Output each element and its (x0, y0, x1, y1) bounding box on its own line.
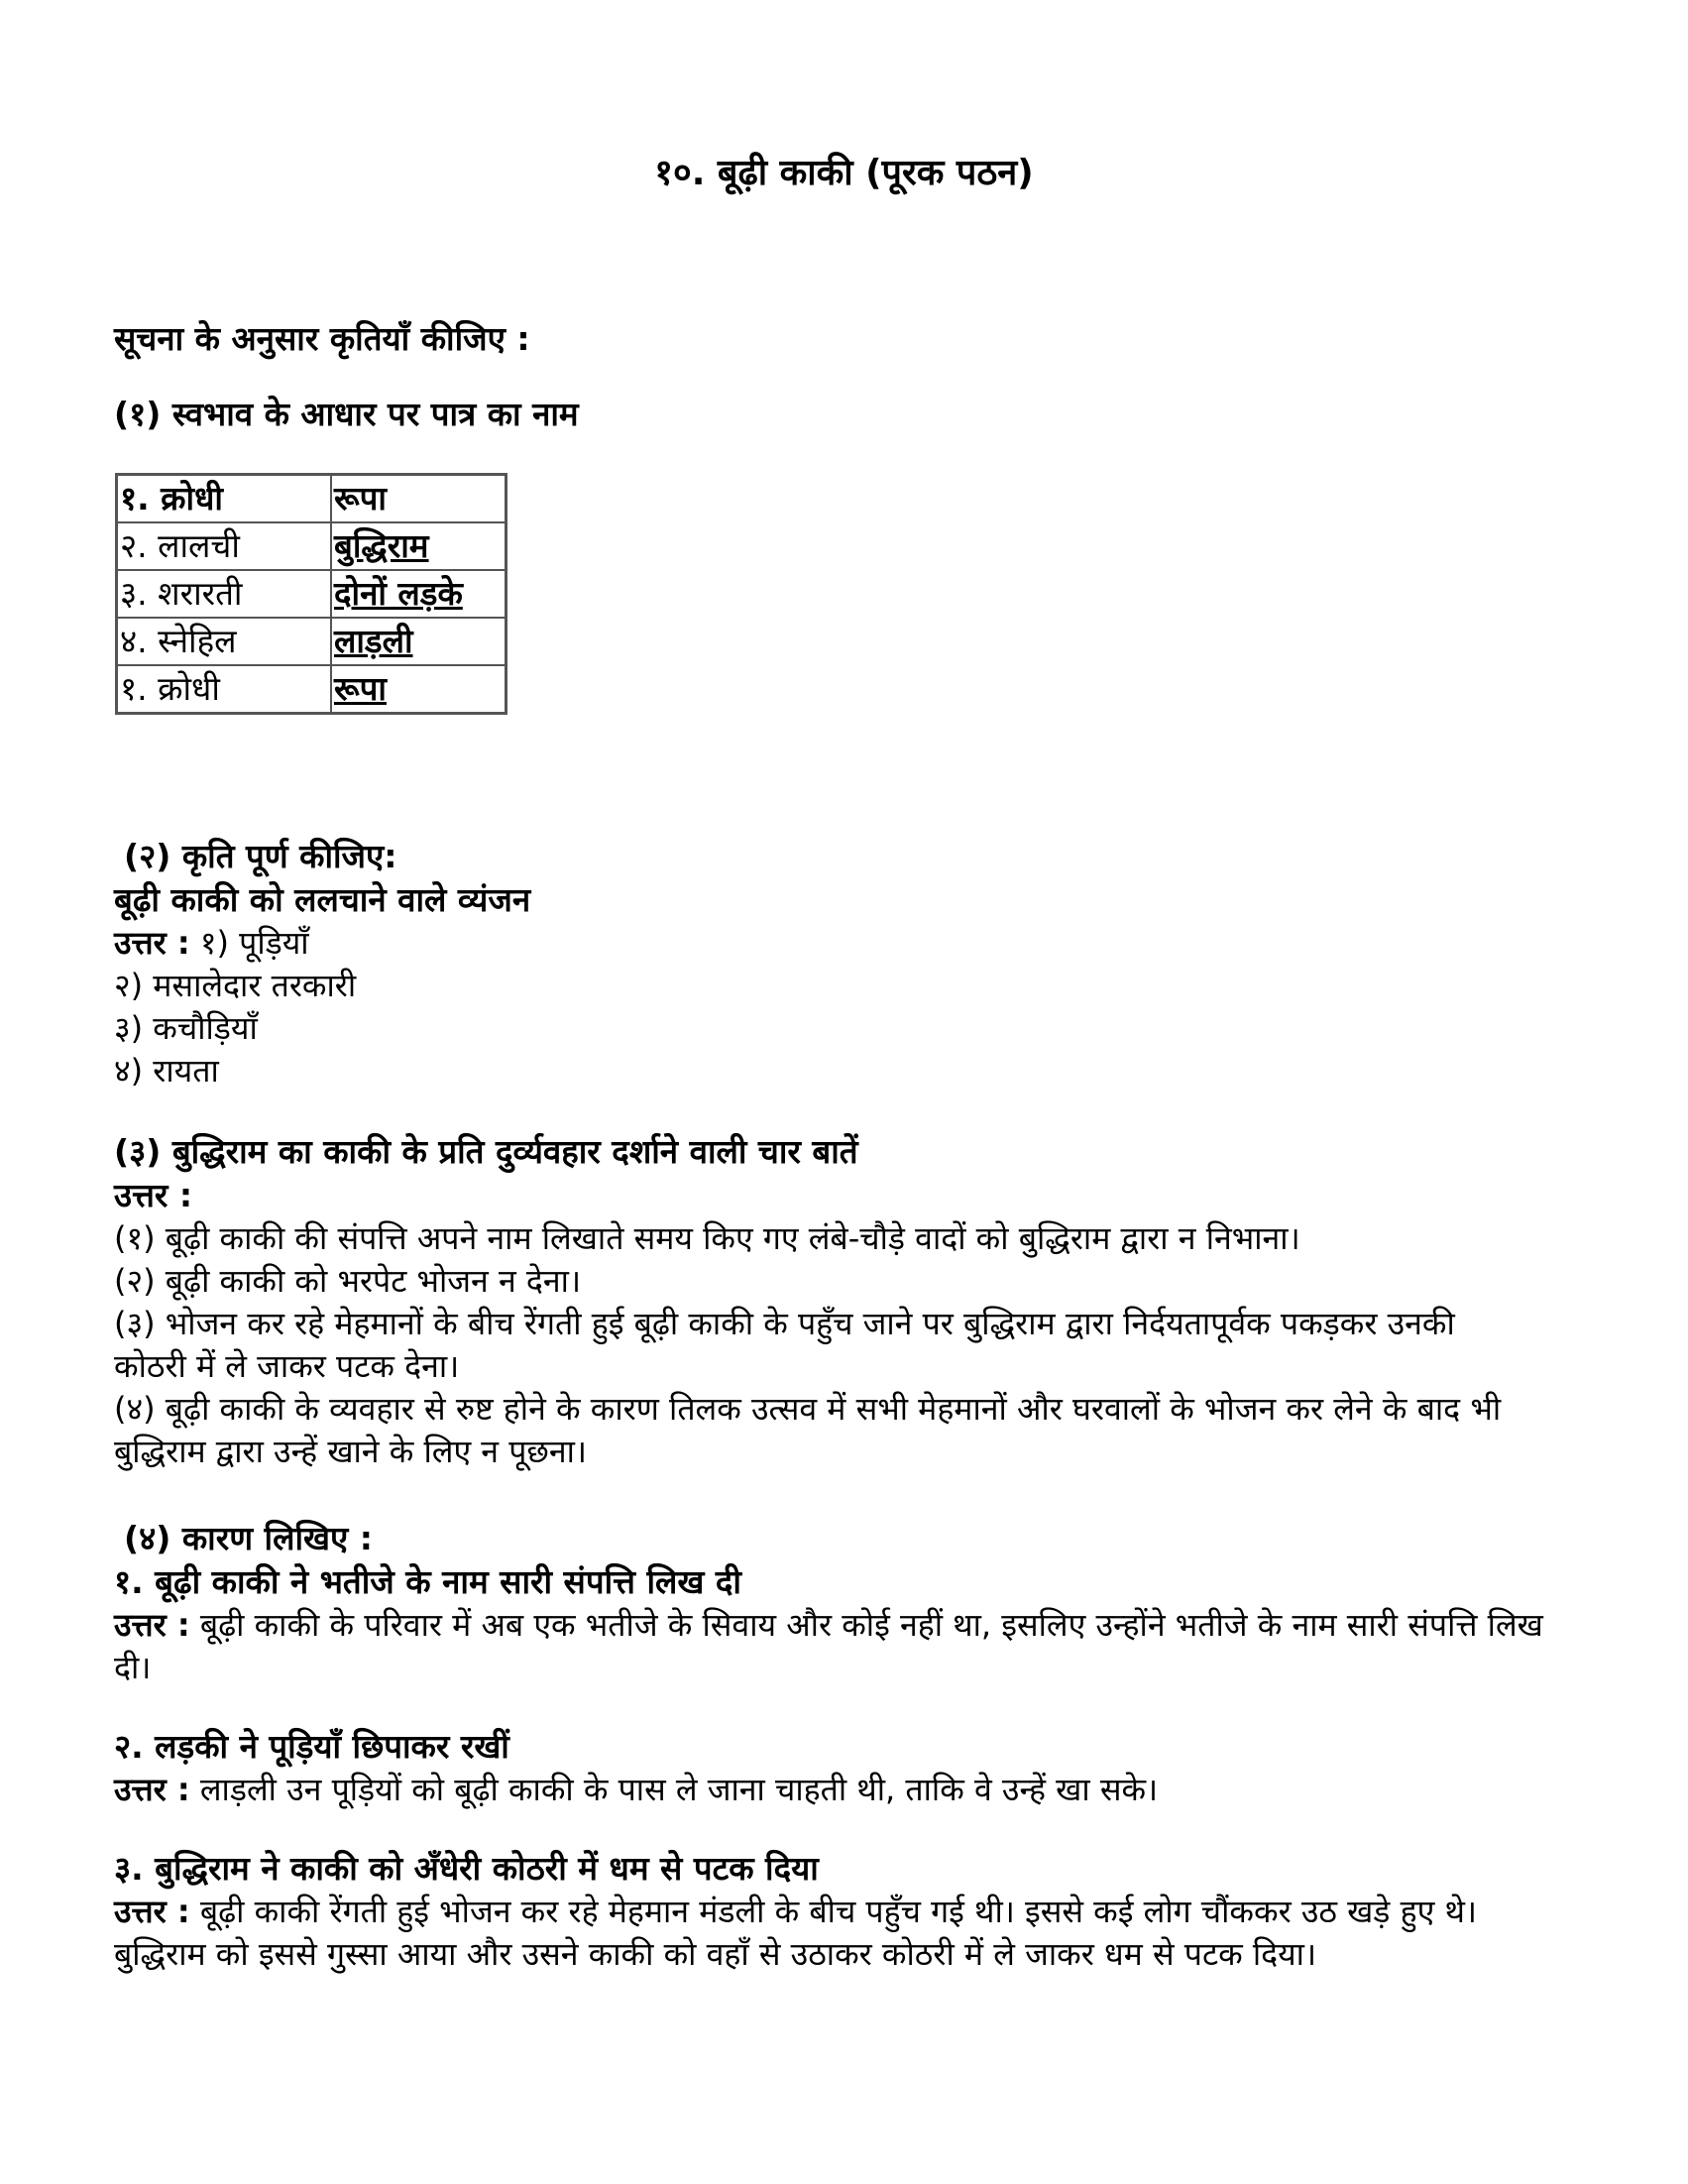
instruction-heading: सूचना के अनुसार कृतियाँ कीजिए : (114, 319, 530, 358)
reason-answer (114, 1769, 1581, 1811)
reason-question: १. बूढ़ी काकी ने भतीजे के नाम सारी संपत्ति लिख दी (114, 1562, 741, 1601)
reason-answer (114, 1604, 1561, 1689)
reason-question: ३. बुद्धिराम ने काकी को अँधेरी कोठरी में धम से पटक दिया (114, 1849, 819, 1888)
page-title: १०. बूढ़ी काकी (पूरक पठन) (654, 153, 1034, 193)
reason-question: २. लड़की ने पूड़ियाँ छिपाकर रखीं (114, 1727, 509, 1766)
list-item: ३) कचौड़ियाँ (114, 1009, 258, 1047)
trait-cell: १. क्रोधी (117, 475, 332, 523)
answer-label: उत्तर : (114, 1771, 190, 1808)
table-row (117, 475, 506, 523)
q4-heading: (४) कारण लिखिए : (124, 1519, 373, 1557)
trait-cell: ४. स्नेहिल (117, 618, 332, 665)
q2-block (114, 835, 1581, 1092)
answer-label: उत्तर : (114, 1176, 193, 1214)
list-item: ४) रायता (114, 1052, 219, 1090)
table-row (117, 570, 506, 618)
list-item: (२) बूढ़ी काकी को भरपेट भोजन न देना। (114, 1262, 582, 1300)
q1-heading: (१) स्वभाव के आधार पर पात्र का नाम (114, 395, 579, 433)
answer-text: लाड़ली उन पूड़ियों को बूढ़ी काकी के पास ले जाना चाहती थी, ताकि वे उन्हें खा सके। (199, 1771, 1159, 1808)
instruction-block (114, 317, 1581, 361)
name-cell: दोनों लड़के (331, 570, 506, 618)
name-cell: रूपा (331, 665, 506, 714)
answer-text: बूढ़ी काकी के परिवार में अब एक भतीजे के सिवाय और कोई नहीं था, इसलिए उन्होंने भतीजे के नाम सारी संपत्ति लिख दी। (114, 1606, 1543, 1686)
list-item: १) पूड़ियाँ (199, 924, 309, 962)
q4-block (114, 1517, 1581, 1976)
answer-label: उत्तर : (114, 924, 190, 962)
character-table (115, 473, 507, 715)
q3-heading: (३) बुद्धिराम का काकी के प्रति दुर्व्यवहार दर्शाने वाली चार बातें (114, 1132, 858, 1171)
table-row (117, 665, 506, 714)
table-row (117, 522, 506, 570)
list-item: २) मसालेदार तरकारी (114, 967, 357, 1004)
list-item: (३) भोजन कर रहे मेहमानों के बीच रेंगती हुई बूढ़ी काकी के पहुँच जाने पर बुद्धिराम द्वारा निर्दयतापूर्वक पकड़कर उनकी कोठरी में ले जाकर पटक देना। (114, 1305, 1455, 1385)
reason-answer (114, 1891, 1561, 1976)
q2-subheading: बूढ़ी काकी को ललचाने वाले व्यंजन (114, 880, 531, 919)
name-cell: लाड़ली (331, 618, 506, 665)
answer-label: उत्तर : (114, 1606, 190, 1644)
list-item: (४) बूढ़ी काकी के व्यवहार से रुष्ट होने के कारण तिलक उत्सव में सभी मेहमानों और घरवालों के भोजन कर लेने के बाद भी बुद्धिराम द्वारा उन्हें खाने के लिए न पूछना। (114, 1390, 1502, 1470)
q2-answer-line (114, 922, 1581, 965)
trait-cell: १. क्रोधी (117, 665, 332, 714)
q2-heading: (२) कृति पूर्ण कीजिए: (124, 837, 397, 875)
table-row (117, 618, 506, 665)
q3-block (114, 1130, 1581, 1473)
trait-cell: २. लालची (117, 522, 332, 570)
trait-cell: ३. शरारती (117, 570, 332, 618)
name-cell: बुद्धिराम (331, 522, 506, 570)
answer-label: उत्तर : (114, 1893, 190, 1930)
answer-text: बूढ़ी काकी रेंगती हुई भोजन कर रहे मेहमान मंडली के बीच पहुँच गई थी। इससे कई लोग चौंककर उठ खड़े हुए थे। बुद्धिराम को इससे गुस्सा आया और उसने काकी को वहाँ से उठाकर कोठरी में ले जाकर धम से पटक दिया। (114, 1893, 1478, 1973)
q1-block (114, 393, 1581, 436)
name-cell: रूपा (331, 475, 506, 523)
list-item: (१) बूढ़ी काकी की संपत्ति अपने नाम लिखाते समय किए गए लंबे-चौड़े वादों को बुद्धिराम द्वारा न निभाना। (114, 1219, 1300, 1257)
